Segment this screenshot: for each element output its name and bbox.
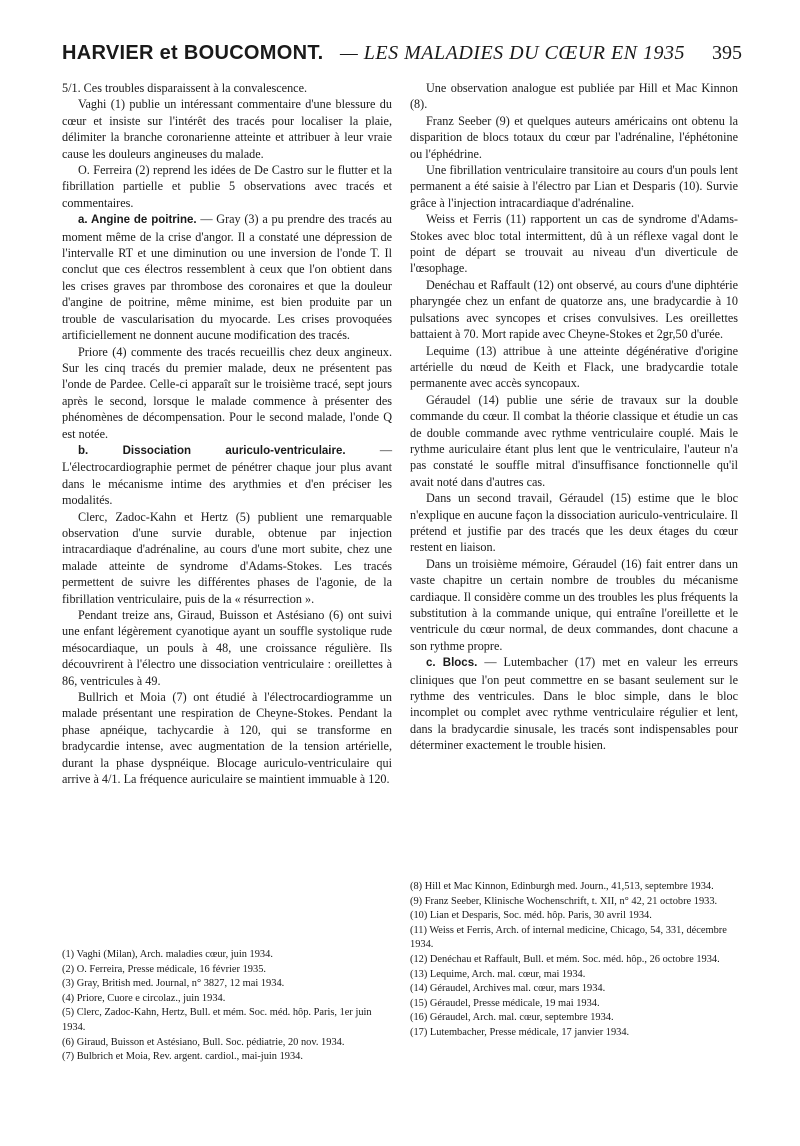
paragraph	[410, 654, 738, 753]
running-header	[62, 42, 742, 76]
paragraph	[62, 211, 392, 343]
footnote: (7) Bulbrich et Moia, Rev. argent. cardiol., mai-juin 1934.	[62, 1051, 303, 1063]
footnote: (4) Priore, Cuore e circolaz., juin 1934.	[62, 992, 226, 1004]
footnote: (16) Géraudel, Arch. mal. cœur, septembre 1934.	[410, 1012, 614, 1024]
footnote: (1) Vaghi (Milan), Arch. maladies cœur, juin 1934.	[62, 949, 273, 960]
header-author: HARVIER et BOUCOMONT.	[62, 42, 324, 64]
paragraph: Pendant treize ans, Giraud, Buisson et Astésiano (6) ont suivi une enfant légèrement cyanotique ayant un souffle systolique rude mésocardiaque, un pouls à 48, une croissance régulière. Ils découvrirent à l'électro une dissociation ventriculaire : oreillettes à 86, ventricules à 49.	[62, 608, 392, 688]
footnotes-left	[62, 948, 392, 1065]
paragraph: Une observation analogue est publiée par Hill et Mac Kinnon (8).	[410, 81, 738, 112]
paragraph: O. Ferreira (2) reprend les idées de De Castro sur le flutter et la fibrillation partielle et publie 5 observations avec tracés et commentaires.	[62, 163, 392, 210]
footnote: (8) Hill et Mac Kinnon, Edinburgh med. Journ., 41,513, septembre 1934.	[410, 881, 714, 892]
footnote: (2) O. Ferreira, Presse médicale, 16 février 1935.	[62, 963, 266, 975]
footnote: (9) Franz Seeber, Klinische Wochenschrift, t. XII, n° 42, 21 octobre 1933.	[410, 895, 718, 907]
left-column	[62, 80, 392, 787]
paragraph: Clerc, Zadoc-Kahn et Hertz (5) publient une remarquable observation d'une survie durable, obtenue par injection intracardiaque d'adrénaline, au cours d'une mort subite, chez une malade atteinte de syndrome d'Adams-Stokes. Les tracés permettent de suivre les différentes phases de l'agonie, de la fibrillation ventriculaire, puis de la « résurrection ».	[62, 509, 392, 606]
paragraph: Weiss et Ferris (11) rapportent un cas de syndrome d'Adams-Stokes avec bloc total intermittent, dû à un réflexe vagal dont le point de départ se trouvait au niveau d'un diverticule de l'œsophage.	[410, 212, 738, 276]
footnote: (12) Denéchau et Raffault, Bull. et mém. Soc. méd. hôp., 26 octobre 1934.	[410, 953, 720, 965]
footnote: (3) Gray, British med. Journal, n° 3827, 12 mai 1934.	[62, 978, 285, 990]
paragraph: Lequime (13) attribue à une atteinte dégénérative d'origine artérielle du nœud de Keith et Flack, une bradycardie totale permanente avec accès syncopaux.	[410, 343, 738, 391]
page-number: 395	[712, 42, 742, 64]
paragraph: Bullrich et Moia (7) ont étudié à l'électrocardiogramme un malade présentant une respiration de Cheyne-Stokes. Pendant la phase apnéique, tachycardie à 120, qui se transforme en bradycardie intense, avec augmentation de la tension artérielle, durant la phase dyspnéique. Blocage auriculo-ventriculaire qui arrive à 4/1. La fréquence auriculaire se maintient immuable à 120.	[62, 690, 392, 787]
paragraph-text: — L'électrocardiographie permet de pénétrer chaque jour plus avant dans le mécanisme intime des arythmies et d'en préciser les modalités.	[62, 442, 393, 508]
paragraph: Géraudel (14) publie une série de travaux sur la double commande du cœur. Il combat la théorie classique et étudie un cas de double commande avec rythme ventriculaire couplé. Mais le rythme auriculaire étant plus lent que le ventriculaire, l'auteur n'a pas constaté le souffle mitral d'insuffisance fonctionnelle qu'il avait noté dans d'autres cas.	[410, 392, 738, 489]
footnote: (5) Clerc, Zadoc-Kahn, Hertz, Bull. et mém. Soc. méd. hôp. Paris, 1er juin 1934.	[62, 1007, 372, 1033]
paragraph: Vaghi (1) publie un intéressant commentaire d'une blessure du cœur et insiste sur l'intérêt des tracés pour localiser la plaie, délimiter la branche coronarienne atteinte et attribuer à leur vraie cause les douleurs angineuses du malade.	[62, 97, 392, 161]
paragraph: Franz Seeber (9) et quelques auteurs américains ont obtenu la disparition de blocs totaux du cœur par l'adrénaline, l'éphétonine ou l'éphédrine.	[410, 113, 738, 161]
right-column	[410, 80, 738, 754]
paragraph	[62, 442, 392, 509]
footnote: (10) Lian et Desparis, Soc. méd. hôp. Paris, 30 avril 1934.	[410, 910, 652, 922]
footnote: (13) Lequime, Arch. mal. cœur, mai 1934.	[410, 968, 586, 980]
paragraph: 5/1. Ces troubles disparaissent à la convalescence.	[62, 81, 308, 95]
paragraph: Dans un troisième mémoire, Géraudel (16) fait entrer dans un vaste chapitre un certain nombre de troubles du mécanisme cardiaque. Il considère comme un des troubles les plus fréquents la substitution à la commande unique, qui entraîne l'oreillette et le ventricule du cœur normal, de deux commandes, dont chacune a son rythme propre.	[410, 556, 738, 653]
paragraph: Denéchau et Raffault (12) ont observé, au cours d'une diphtérie pharyngée chez un enfant de quatorze ans, une bradycardie à 10 pulsations avec syncopes et crises convulsives. Les oreillettes battaient à 70. Mort rapide avec Cheyne-Stokes et 2gr,50 d'urée.	[410, 277, 738, 342]
footnote: (14) Géraudel, Archives mal. cœur, mars 1934.	[410, 983, 606, 995]
paragraph-text: — Gray (3) a pu prendre des tracés au moment même de la crise d'angor. Il a constaté une dépression de l'intervalle RT et une diminution ou une inversion de l'onde T. Il conclut que ces électros ressemblent à ceux que l'on obtient dans les crises graves par thrombose des coronaires et que la douleur d'angine de poitrine, même minime, est bien produite par un trouble de vascularisation du myocarde. Les crises provoquées artificiellement ne donnent aucune modification des tracés.	[62, 212, 393, 343]
footnote: (11) Weiss et Ferris, Arch. of internal medicine, Chicago, 54, 331, décembre 1934.	[410, 924, 727, 951]
section-heading: c. Blocs.	[426, 657, 478, 670]
header-title-text: LES MALADIES DU CŒUR EN 1935	[363, 42, 685, 64]
paragraph: Priore (4) commente des tracés recueillis chez deux angineux. Sur les cinq tracés du premier malade, deux ne présentent pas l'onde de Pardee. Celle-ci apparaît sur le troisième tracé, sept jours après le second, lorsque le malade commence à présenter des phénomènes de décompensation. Pour le second malade, l'onde Q est notée.	[62, 344, 392, 441]
header-title	[340, 42, 685, 65]
footnote: (17) Lutembacher, Presse médicale, 17 janvier 1934.	[410, 1026, 630, 1038]
section-heading: b. Dissociation auriculo-ventriculaire.	[78, 444, 346, 457]
paragraph-text: — Lutembacher (17) met en valeur les erreurs cliniques que l'on peut commettre en se basant seulement sur le rythme des ventricules. Dans le bloc simple, dans le bloc incomplet ou complet avec rythme ventriculaire régulier et lent, dans la bradycardie sinusale, les tracés sont indispensables pour déterminer exactement le trouble hisien.	[410, 655, 738, 753]
footnotes-right	[410, 880, 738, 1041]
header-dash: —	[340, 42, 359, 64]
footnote: (6) Giraud, Buisson et Astésiano, Bull. Soc. pédiatrie, 20 nov. 1934.	[62, 1036, 345, 1048]
footnote: (15) Géraudel, Presse médicale, 19 mai 1934.	[410, 997, 600, 1009]
paragraph: Dans un second travail, Géraudel (15) estime que le bloc n'explique en aucune façon la dissociation auriculo-ventriculaire. Il prétend et justifie par des tracés que les deux étages du cœur restent en liaison.	[410, 491, 738, 555]
section-heading: a. Angine de poitrine.	[78, 214, 197, 227]
paragraph: Une fibrillation ventriculaire transitoire au cours d'un pouls lent permanent a été saisie à l'électro par Lian et Desparis (10). Survie grâce à l'injection intracardiaque d'adrénaline.	[410, 163, 738, 210]
